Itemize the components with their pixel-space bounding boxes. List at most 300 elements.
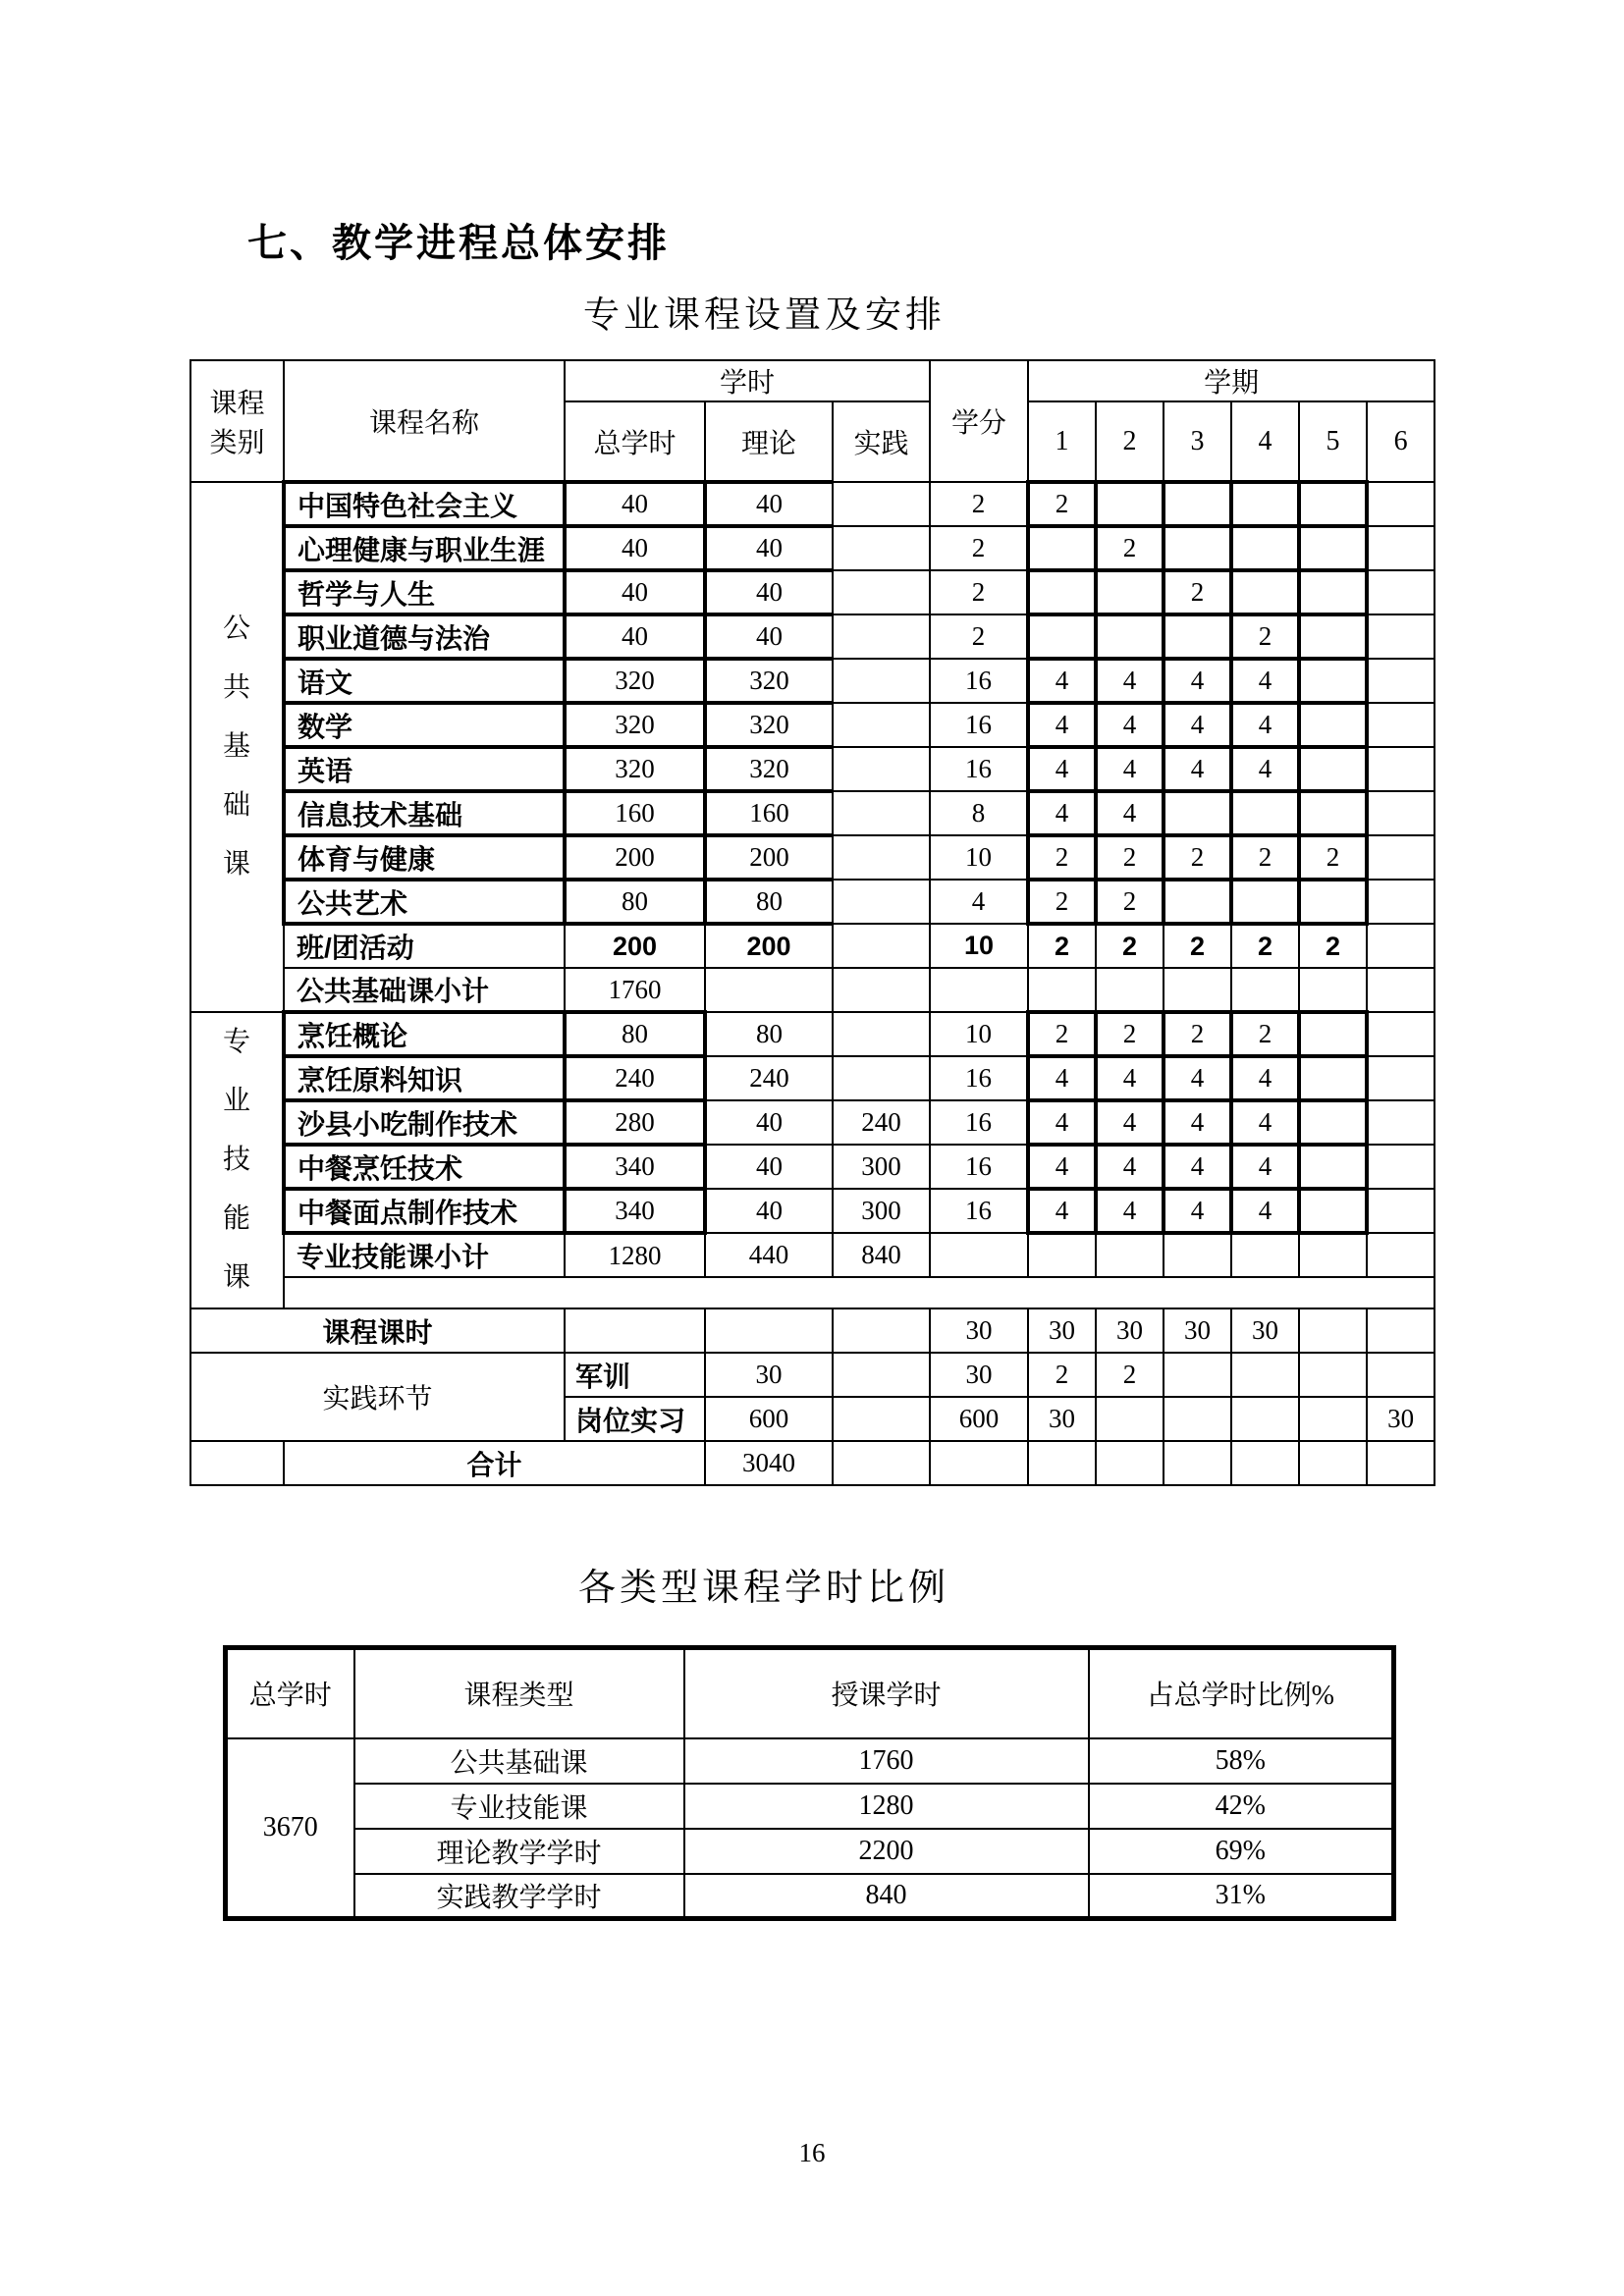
cell-course-name: 心理健康与职业生涯 bbox=[284, 526, 565, 570]
cell-sem-2: 4 bbox=[1096, 1145, 1164, 1189]
cell-sem-3: 4 bbox=[1164, 1145, 1231, 1189]
cell-sem-1: 30 bbox=[1028, 1308, 1096, 1353]
section-heading: 七、教学进程总体安排 bbox=[247, 222, 670, 265]
cell-total-hours: 200 bbox=[565, 924, 705, 968]
table2-row bbox=[226, 1874, 1394, 1919]
cell-theory-hours: 40 bbox=[705, 1145, 833, 1189]
cell-sem-6 bbox=[1367, 968, 1435, 1012]
cell-total-hours: 80 bbox=[565, 1012, 705, 1056]
t2-hours: 840 bbox=[684, 1874, 1089, 1919]
cell-total-hours: 1280 bbox=[565, 1233, 705, 1277]
t2-header-total-hours: 总学时 bbox=[226, 1648, 354, 1738]
cell-total-hours: 320 bbox=[565, 747, 705, 791]
cell-credits: 2 bbox=[930, 482, 1028, 526]
cell-total-hours: 80 bbox=[565, 880, 705, 924]
header-sem-6: 6 bbox=[1367, 401, 1435, 482]
cell-sem-3: 4 bbox=[1164, 703, 1231, 747]
cell-sem-5 bbox=[1299, 659, 1367, 703]
cell-sem-4: 4 bbox=[1231, 747, 1299, 791]
cell-sem-5 bbox=[1299, 1441, 1367, 1485]
header-sem-3: 3 bbox=[1164, 401, 1231, 482]
cell-practice-hours bbox=[833, 880, 930, 924]
t2-percentage: 69% bbox=[1089, 1829, 1394, 1874]
cell-sem-5 bbox=[1299, 1353, 1367, 1397]
cell-theory-hours: 80 bbox=[705, 1012, 833, 1056]
header-sem-2: 2 bbox=[1096, 401, 1164, 482]
cell-sem-4: 30 bbox=[1231, 1308, 1299, 1353]
cell-sem-1: 30 bbox=[1028, 1397, 1096, 1441]
cell-credits: 2 bbox=[930, 570, 1028, 614]
cell-credits: 2 bbox=[930, 526, 1028, 570]
course-row bbox=[190, 614, 1435, 659]
cell-practice-hours bbox=[833, 791, 930, 835]
cell-credits: 16 bbox=[930, 747, 1028, 791]
cell-sem-2: 4 bbox=[1096, 659, 1164, 703]
cell-credits: 2 bbox=[930, 614, 1028, 659]
weekly-hours-row bbox=[190, 1308, 1435, 1353]
course-row bbox=[190, 1189, 1435, 1233]
cell-sem-3 bbox=[1164, 880, 1231, 924]
cell-practice-hours: 840 bbox=[833, 1233, 930, 1277]
course-row bbox=[190, 747, 1435, 791]
cell-sem-2: 2 bbox=[1096, 835, 1164, 880]
cell-sem-4 bbox=[1231, 1397, 1299, 1441]
cell-sem-1: 2 bbox=[1028, 482, 1096, 526]
cell-sem-3: 2 bbox=[1164, 924, 1231, 968]
cell-credits: 10 bbox=[930, 924, 1028, 968]
cell-total-hours: 40 bbox=[565, 614, 705, 659]
cell-total-hours: 320 bbox=[565, 659, 705, 703]
cell-sem-6 bbox=[1367, 1145, 1435, 1189]
category-cell: 公 共 基 础 课 bbox=[190, 482, 284, 1012]
cell-practice-hours bbox=[833, 747, 930, 791]
cell-sem-6 bbox=[1367, 1441, 1435, 1485]
cell-sem-3 bbox=[1164, 1441, 1231, 1485]
cell-sem-1: 4 bbox=[1028, 747, 1096, 791]
cell-sem-5: 2 bbox=[1299, 924, 1367, 968]
t2-total-hours-value: 3670 bbox=[226, 1738, 354, 1919]
cell-theory-hours: 320 bbox=[705, 747, 833, 791]
cell-course-name: 职业道德与法治 bbox=[284, 614, 565, 659]
cell-credits: 30 bbox=[930, 1353, 1028, 1397]
cell-sem-6 bbox=[1367, 791, 1435, 835]
cell-sem-4 bbox=[1231, 570, 1299, 614]
cell-practice-hours bbox=[833, 1441, 930, 1485]
t2-percentage: 31% bbox=[1089, 1874, 1394, 1919]
course-row bbox=[190, 1145, 1435, 1189]
cell-total-hours: 340 bbox=[565, 1145, 705, 1189]
cell-total-hours: 320 bbox=[565, 703, 705, 747]
cell-sem-2 bbox=[1096, 968, 1164, 1012]
t2-hours: 1280 bbox=[684, 1784, 1089, 1829]
t2-hours: 1760 bbox=[684, 1738, 1089, 1784]
cell-theory-hours: 40 bbox=[705, 1189, 833, 1233]
cell-sem-4 bbox=[1231, 1233, 1299, 1277]
cell-theory-hours: 40 bbox=[705, 1100, 833, 1145]
table2-header-row bbox=[226, 1648, 1394, 1738]
header-course-name: 课程名称 bbox=[284, 360, 565, 482]
t2-percentage: 58% bbox=[1089, 1738, 1394, 1784]
cell-sem-3 bbox=[1164, 526, 1231, 570]
cell-sem-5 bbox=[1299, 747, 1367, 791]
header-course-category-line2: 类别 bbox=[209, 428, 265, 458]
cell-practice-hours bbox=[833, 482, 930, 526]
cell-sem-2: 4 bbox=[1096, 1100, 1164, 1145]
cell-sem-5 bbox=[1299, 968, 1367, 1012]
cell-practice-hours bbox=[833, 703, 930, 747]
cell-course-name: 体育与健康 bbox=[284, 835, 565, 880]
spacer-row bbox=[190, 1277, 1435, 1308]
cell-sem-5: 2 bbox=[1299, 835, 1367, 880]
cell-practice-hours: 300 bbox=[833, 1145, 930, 1189]
header-course-category bbox=[190, 360, 284, 482]
cell-theory-hours: 200 bbox=[705, 924, 833, 968]
course-row bbox=[190, 791, 1435, 835]
cell-sem-4: 4 bbox=[1231, 1145, 1299, 1189]
course-row bbox=[190, 880, 1435, 924]
cell-sem-4 bbox=[1231, 880, 1299, 924]
cell-sem-3: 4 bbox=[1164, 1056, 1231, 1100]
cell-theory-hours: 80 bbox=[705, 880, 833, 924]
cell-course-name: 信息技术基础 bbox=[284, 791, 565, 835]
cell-sem-4 bbox=[1231, 968, 1299, 1012]
cell-theory-hours: 30 bbox=[705, 1353, 833, 1397]
cell-sem-3 bbox=[1164, 1233, 1231, 1277]
cell-total-hours: 200 bbox=[565, 835, 705, 880]
cell-sem-4: 4 bbox=[1231, 1056, 1299, 1100]
cell-practice-item-name: 军训 bbox=[565, 1353, 705, 1397]
cell-sem-1: 2 bbox=[1028, 835, 1096, 880]
t2-course-type: 专业技能课 bbox=[354, 1784, 684, 1829]
cell-course-name: 班/团活动 bbox=[284, 924, 565, 968]
category-cell: 专 业 技 能 课 bbox=[190, 1012, 284, 1308]
cell-sem-5 bbox=[1299, 1308, 1367, 1353]
cell-sem-2: 4 bbox=[1096, 1189, 1164, 1233]
table1-header-row-1 bbox=[190, 360, 1435, 401]
cell-course-name: 公共艺术 bbox=[284, 880, 565, 924]
cell-total-hours: 240 bbox=[565, 1056, 705, 1100]
cell-practice-hours bbox=[833, 570, 930, 614]
cell-sem-6 bbox=[1367, 747, 1435, 791]
cell-sem-1: 4 bbox=[1028, 791, 1096, 835]
cell-sem-6 bbox=[1367, 703, 1435, 747]
cell-sem-4: 2 bbox=[1231, 614, 1299, 659]
cell-sem-2 bbox=[1096, 1441, 1164, 1485]
cell-theory-hours: 160 bbox=[705, 791, 833, 835]
cell-sem-1 bbox=[1028, 570, 1096, 614]
cell-sem-2: 4 bbox=[1096, 1056, 1164, 1100]
cell-theory-hours: 440 bbox=[705, 1233, 833, 1277]
cell-sem-3 bbox=[1164, 968, 1231, 1012]
cell-sem-2: 2 bbox=[1096, 526, 1164, 570]
cell-sem-1: 2 bbox=[1028, 1012, 1096, 1056]
cell-sem-3: 4 bbox=[1164, 747, 1231, 791]
cell-course-name: 烹饪概论 bbox=[284, 1012, 565, 1056]
cell-sem-5 bbox=[1299, 482, 1367, 526]
table1-title: 专业课程设置及安排 bbox=[583, 295, 946, 336]
cell-grand-total-label: 合计 bbox=[284, 1441, 705, 1485]
cell-sem-6 bbox=[1367, 880, 1435, 924]
cell-course-name: 公共基础课小计 bbox=[284, 968, 565, 1012]
cell-credits: 10 bbox=[930, 1012, 1028, 1056]
cell-theory-hours: 240 bbox=[705, 1056, 833, 1100]
course-row bbox=[190, 968, 1435, 1012]
table2-row bbox=[226, 1784, 1394, 1829]
header-hours-group: 学时 bbox=[565, 360, 930, 401]
cell-theory-hours bbox=[705, 968, 833, 1012]
cell-practice-hours bbox=[833, 924, 930, 968]
header-sem-5: 5 bbox=[1299, 401, 1367, 482]
cell-sem-4 bbox=[1231, 526, 1299, 570]
cell-theory-hours: 600 bbox=[705, 1397, 833, 1441]
spacer-cell bbox=[284, 1277, 1435, 1308]
t2-percentage: 42% bbox=[1089, 1784, 1394, 1829]
cell-practice-hours bbox=[833, 1397, 930, 1441]
cell-course-name: 数学 bbox=[284, 703, 565, 747]
grand-total-row bbox=[190, 1441, 1435, 1485]
cell-sem-5 bbox=[1299, 1397, 1367, 1441]
cell-sem-1 bbox=[1028, 1441, 1096, 1485]
cell-total-hours: 1760 bbox=[565, 968, 705, 1012]
cell-credits: 16 bbox=[930, 1100, 1028, 1145]
cell-theory-hours bbox=[705, 1308, 833, 1353]
header-total-hours: 总学时 bbox=[565, 401, 705, 482]
cell-empty bbox=[190, 1441, 284, 1485]
cell-sem-1: 4 bbox=[1028, 1145, 1096, 1189]
cell-sem-6 bbox=[1367, 614, 1435, 659]
cell-sem-1 bbox=[1028, 1233, 1096, 1277]
cell-sem-5 bbox=[1299, 570, 1367, 614]
cell-sem-2: 4 bbox=[1096, 791, 1164, 835]
t2-hours: 2200 bbox=[684, 1829, 1089, 1874]
cell-sem-2: 30 bbox=[1096, 1308, 1164, 1353]
header-credits: 学分 bbox=[930, 360, 1028, 482]
cell-theory-hours: 200 bbox=[705, 835, 833, 880]
cell-practice-hours bbox=[833, 526, 930, 570]
cell-sem-6 bbox=[1367, 1056, 1435, 1100]
cell-sem-3: 2 bbox=[1164, 835, 1231, 880]
cell-sem-5 bbox=[1299, 1012, 1367, 1056]
cell-credits bbox=[930, 968, 1028, 1012]
cell-practice-hours bbox=[833, 659, 930, 703]
cell-course-name: 专业技能课小计 bbox=[284, 1233, 565, 1277]
header-course-category-line1: 课程 bbox=[209, 389, 265, 419]
cell-total-hours: 280 bbox=[565, 1100, 705, 1145]
table2-row bbox=[226, 1738, 1394, 1784]
cell-sem-5 bbox=[1299, 1100, 1367, 1145]
cell-course-name: 语文 bbox=[284, 659, 565, 703]
cell-sem-1: 4 bbox=[1028, 1100, 1096, 1145]
cell-credits: 16 bbox=[930, 703, 1028, 747]
header-semester-group: 学期 bbox=[1028, 360, 1435, 401]
cell-sem-2 bbox=[1096, 1397, 1164, 1441]
cell-credits: 600 bbox=[930, 1397, 1028, 1441]
cell-sem-6 bbox=[1367, 835, 1435, 880]
course-row bbox=[190, 526, 1435, 570]
cell-credits bbox=[930, 1441, 1028, 1485]
cell-practice-item-name: 岗位实习 bbox=[565, 1397, 705, 1441]
cell-course-name: 烹饪原料知识 bbox=[284, 1056, 565, 1100]
cell-sem-1 bbox=[1028, 968, 1096, 1012]
cell-sem-6 bbox=[1367, 570, 1435, 614]
cell-sem-6 bbox=[1367, 1308, 1435, 1353]
cell-theory-hours: 320 bbox=[705, 703, 833, 747]
t2-header-teaching-hours: 授课学时 bbox=[684, 1648, 1089, 1738]
cell-credits bbox=[930, 1233, 1028, 1277]
header-theory: 理论 bbox=[705, 401, 833, 482]
cell-sem-6 bbox=[1367, 1100, 1435, 1145]
cell-sem-2: 4 bbox=[1096, 747, 1164, 791]
cell-credits: 10 bbox=[930, 835, 1028, 880]
cell-sem-1: 4 bbox=[1028, 1189, 1096, 1233]
cell-sem-2: 2 bbox=[1096, 924, 1164, 968]
header-practice: 实践 bbox=[833, 401, 930, 482]
cell-sem-6 bbox=[1367, 659, 1435, 703]
cell-sem-3: 4 bbox=[1164, 659, 1231, 703]
cell-sem-3: 2 bbox=[1164, 1012, 1231, 1056]
cell-practice-hours bbox=[833, 1012, 930, 1056]
course-row bbox=[190, 1056, 1435, 1100]
cell-sem-1: 2 bbox=[1028, 924, 1096, 968]
cell-total-hours: 40 bbox=[565, 526, 705, 570]
t2-header-course-type: 课程类型 bbox=[354, 1648, 684, 1738]
cell-sem-4 bbox=[1231, 1353, 1299, 1397]
cell-sem-4: 4 bbox=[1231, 659, 1299, 703]
cell-sem-4: 4 bbox=[1231, 1189, 1299, 1233]
cell-sem-2: 2 bbox=[1096, 1012, 1164, 1056]
cell-sem-3 bbox=[1164, 482, 1231, 526]
course-row bbox=[190, 703, 1435, 747]
cell-sem-4: 4 bbox=[1231, 1100, 1299, 1145]
cell-course-name: 哲学与人生 bbox=[284, 570, 565, 614]
cell-sem-4: 2 bbox=[1231, 924, 1299, 968]
cell-practice-hours: 240 bbox=[833, 1100, 930, 1145]
cell-sem-2: 2 bbox=[1096, 880, 1164, 924]
cell-practice-hours bbox=[833, 1308, 930, 1353]
cell-credits: 16 bbox=[930, 1189, 1028, 1233]
course-row bbox=[190, 1233, 1435, 1277]
cell-sem-2 bbox=[1096, 482, 1164, 526]
cell-sem-1: 4 bbox=[1028, 1056, 1096, 1100]
cell-sem-5 bbox=[1299, 791, 1367, 835]
cell-theory-hours: 40 bbox=[705, 570, 833, 614]
cell-sem-1: 4 bbox=[1028, 659, 1096, 703]
cell-sem-6 bbox=[1367, 1189, 1435, 1233]
cell-practice-hours bbox=[833, 835, 930, 880]
cell-sem-1 bbox=[1028, 614, 1096, 659]
cell-total-hours: 340 bbox=[565, 1189, 705, 1233]
table2-title: 各类型课程学时比例 bbox=[577, 1568, 949, 1609]
cell-practice-hours bbox=[833, 968, 930, 1012]
cell-course-name: 中餐面点制作技术 bbox=[284, 1189, 565, 1233]
cell-practice-hours: 300 bbox=[833, 1189, 930, 1233]
cell-sem-6 bbox=[1367, 526, 1435, 570]
cell-sem-4 bbox=[1231, 791, 1299, 835]
cell-sem-6 bbox=[1367, 924, 1435, 968]
course-row bbox=[190, 835, 1435, 880]
cell-credits: 16 bbox=[930, 659, 1028, 703]
cell-credits: 16 bbox=[930, 1145, 1028, 1189]
cell-sem-3: 2 bbox=[1164, 570, 1231, 614]
cell-course-name: 中餐烹饪技术 bbox=[284, 1145, 565, 1189]
cell-weekly-hours-label: 课程课时 bbox=[190, 1308, 565, 1353]
page-number: 16 bbox=[798, 2138, 826, 2167]
header-sem-4: 4 bbox=[1231, 401, 1299, 482]
hours-ratio-table bbox=[223, 1645, 1396, 1921]
cell-sem-3: 4 bbox=[1164, 1100, 1231, 1145]
cell-sem-4: 2 bbox=[1231, 1012, 1299, 1056]
cell-sem-3: 4 bbox=[1164, 1189, 1231, 1233]
cell-sem-1: 2 bbox=[1028, 880, 1096, 924]
cell-sem-6: 30 bbox=[1367, 1397, 1435, 1441]
cell-sem-6 bbox=[1367, 1233, 1435, 1277]
cell-sem-5 bbox=[1299, 1189, 1367, 1233]
course-row bbox=[190, 570, 1435, 614]
practice-row bbox=[190, 1353, 1435, 1397]
cell-sem-5 bbox=[1299, 703, 1367, 747]
cell-sem-6 bbox=[1367, 1012, 1435, 1056]
cell-course-name: 英语 bbox=[284, 747, 565, 791]
cell-sem-4 bbox=[1231, 1441, 1299, 1485]
cell-sem-5 bbox=[1299, 1056, 1367, 1100]
cell-theory-hours: 40 bbox=[705, 482, 833, 526]
cell-practice-block-label: 实践环节 bbox=[190, 1353, 565, 1441]
cell-sem-4 bbox=[1231, 482, 1299, 526]
cell-practice-hours bbox=[833, 614, 930, 659]
cell-sem-2: 2 bbox=[1096, 1353, 1164, 1397]
t2-course-type: 实践教学学时 bbox=[354, 1874, 684, 1919]
cell-sem-3 bbox=[1164, 614, 1231, 659]
cell-sem-4: 4 bbox=[1231, 703, 1299, 747]
course-row bbox=[190, 1012, 1435, 1056]
cell-theory-hours: 40 bbox=[705, 614, 833, 659]
course-row bbox=[190, 482, 1435, 526]
course-row bbox=[190, 1100, 1435, 1145]
cell-sem-5 bbox=[1299, 1145, 1367, 1189]
cell-practice-hours bbox=[833, 1353, 930, 1397]
cell-practice-hours bbox=[833, 1056, 930, 1100]
table2-row bbox=[226, 1829, 1394, 1874]
cell-sem-5 bbox=[1299, 526, 1367, 570]
cell-sem-2 bbox=[1096, 570, 1164, 614]
cell-total-hours bbox=[565, 1308, 705, 1353]
cell-sem-2 bbox=[1096, 614, 1164, 659]
header-sem-1: 1 bbox=[1028, 401, 1096, 482]
cell-credits: 4 bbox=[930, 880, 1028, 924]
cell-sem-2 bbox=[1096, 1233, 1164, 1277]
cell-grand-total-value: 3040 bbox=[705, 1441, 833, 1485]
cell-sem-1: 2 bbox=[1028, 1353, 1096, 1397]
t2-course-type: 公共基础课 bbox=[354, 1738, 684, 1784]
cell-sem-3: 30 bbox=[1164, 1308, 1231, 1353]
cell-theory-hours: 320 bbox=[705, 659, 833, 703]
cell-sem-6 bbox=[1367, 1353, 1435, 1397]
cell-credits: 30 bbox=[930, 1308, 1028, 1353]
t2-header-percentage: 占总学时比例% bbox=[1089, 1648, 1394, 1738]
cell-total-hours: 40 bbox=[565, 570, 705, 614]
cell-sem-1: 4 bbox=[1028, 703, 1096, 747]
cell-credits: 8 bbox=[930, 791, 1028, 835]
cell-total-hours: 40 bbox=[565, 482, 705, 526]
cell-sem-4: 2 bbox=[1231, 835, 1299, 880]
cell-sem-3 bbox=[1164, 1397, 1231, 1441]
cell-total-hours: 160 bbox=[565, 791, 705, 835]
cell-sem-3 bbox=[1164, 1353, 1231, 1397]
t2-course-type: 理论教学学时 bbox=[354, 1829, 684, 1874]
course-row bbox=[190, 659, 1435, 703]
cell-sem-3 bbox=[1164, 791, 1231, 835]
cell-theory-hours: 40 bbox=[705, 526, 833, 570]
